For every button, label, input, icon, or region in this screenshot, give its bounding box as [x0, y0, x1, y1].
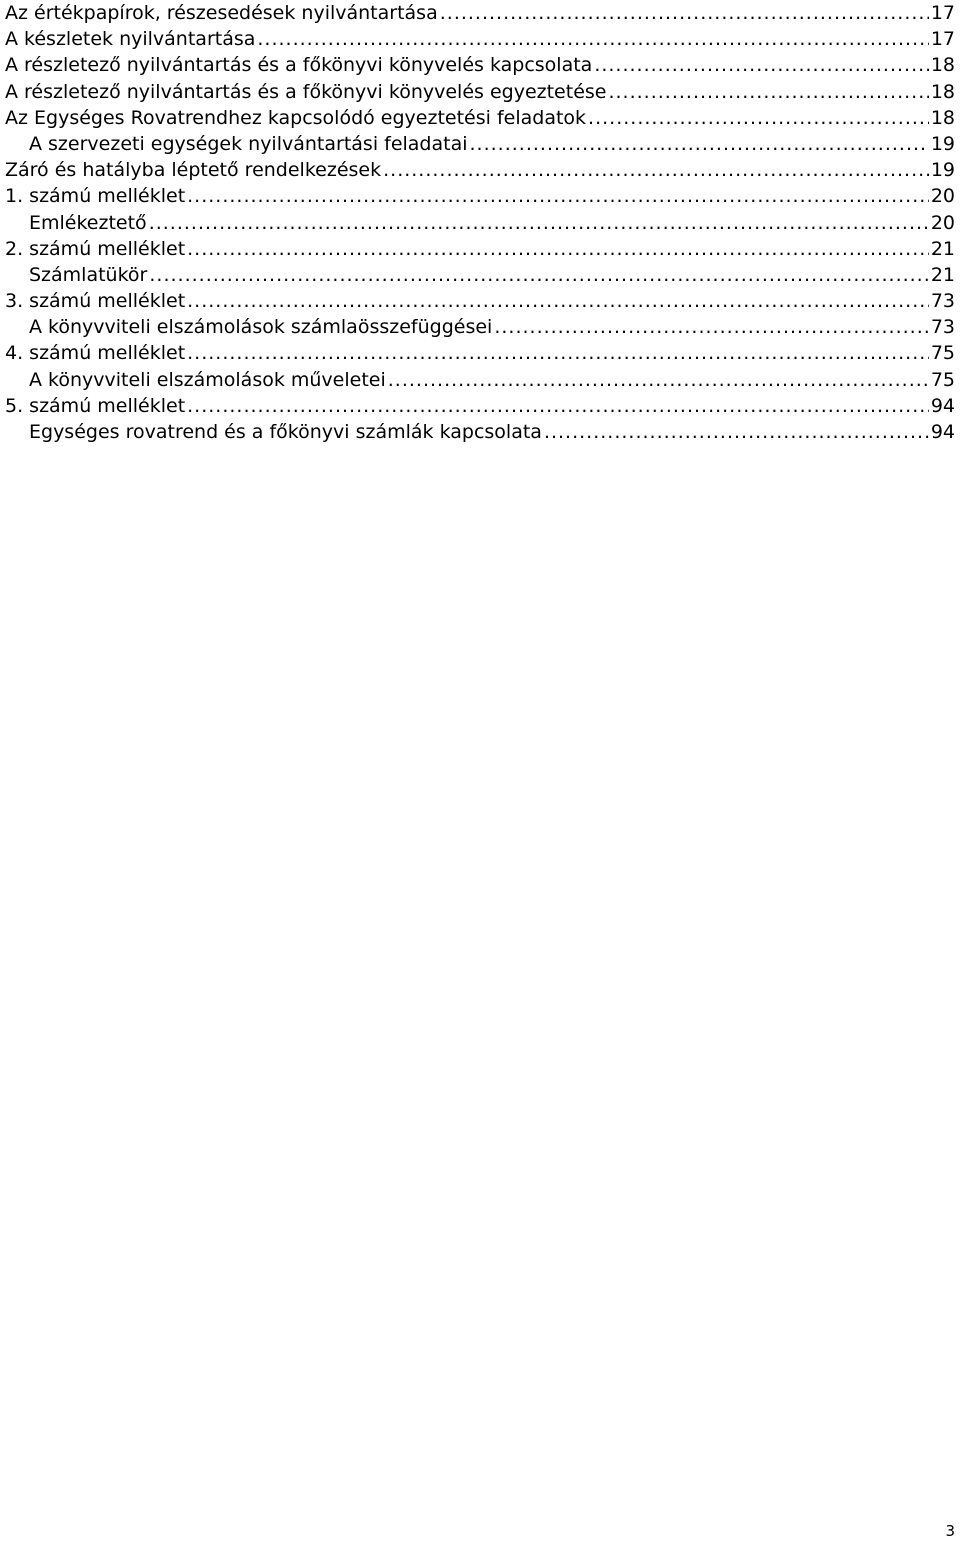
table-of-contents [5, 0, 955, 445]
toc-leader-dots [588, 105, 929, 131]
page-number: 3 [945, 1522, 955, 1540]
toc-entry[interactable] [5, 419, 955, 445]
toc-entry-page: 75 [930, 342, 955, 365]
toc-entry-page: 94 [930, 421, 955, 443]
toc-entry-page: 73 [930, 316, 955, 339]
toc-entry[interactable] [5, 131, 955, 157]
toc-entry-title: 2. számú melléklet [5, 237, 186, 260]
toc-entry-title: A készletek nyilvántartása [5, 28, 256, 51]
toc-entry-title: A részletező nyilvántartás és a főkönyvi könyvelés kapcsolata [5, 54, 593, 77]
toc-entry-page: 19 [930, 159, 955, 182]
toc-entry-title: 4. számú melléklet [5, 342, 186, 365]
toc-entry[interactable] [5, 314, 955, 340]
toc-entry-page: 20 [930, 185, 955, 208]
toc-entry[interactable] [5, 157, 955, 183]
toc-entry[interactable] [5, 236, 955, 262]
toc-entry-title: 5. számú melléklet [5, 394, 186, 417]
toc-entry-page: 18 [930, 54, 955, 77]
toc-entry[interactable] [5, 79, 955, 105]
toc-entry-page: 18 [930, 80, 955, 103]
toc-leader-dots [187, 393, 929, 419]
toc-leader-dots [470, 131, 929, 157]
toc-leader-dots [494, 314, 928, 340]
toc-leader-dots [388, 367, 929, 393]
toc-entry-page: 75 [930, 368, 955, 391]
toc-entry-title: A szervezeti egységek nyilvántartási feladatai [29, 132, 468, 155]
toc-entry-title: A részletező nyilvántartás és a főkönyvi könyvelés egyeztetése [5, 80, 607, 103]
toc-entry[interactable] [5, 262, 955, 288]
toc-entry-page: 21 [930, 263, 955, 286]
toc-leader-dots [594, 52, 929, 78]
toc-leader-dots [187, 340, 929, 366]
toc-leader-dots [187, 236, 929, 262]
toc-leader-dots [257, 26, 928, 52]
toc-entry-title: 1. számú melléklet [5, 185, 186, 208]
toc-leader-dots [149, 262, 928, 288]
toc-leader-dots [608, 79, 928, 105]
toc-entry-page: 17 [930, 28, 955, 51]
toc-leader-dots [187, 288, 929, 314]
toc-entry[interactable] [5, 52, 955, 78]
toc-entry[interactable] [5, 393, 955, 419]
toc-entry-page: 94 [930, 394, 955, 417]
toc-entry-title: A könyvviteli elszámolások számlaösszefüggései [29, 316, 493, 339]
toc-entry-title: 3. számú melléklet [5, 290, 186, 313]
toc-entry-page: 20 [930, 211, 955, 234]
toc-entry-page: 17 [930, 2, 955, 24]
toc-entry-title: Záró és hatályba léptető rendelkezések [5, 159, 382, 182]
toc-entry[interactable] [5, 26, 955, 52]
toc-leader-dots [149, 210, 929, 236]
toc-entry[interactable] [5, 288, 955, 314]
toc-entry[interactable] [5, 0, 955, 26]
toc-entry-title: Az értékpapírok, részesedések nyilvántartása [5, 2, 438, 24]
toc-leader-dots [544, 419, 929, 445]
toc-entry-page: 19 [930, 132, 955, 155]
toc-entry-title: Az Egységes Rovatrendhez kapcsolódó egyeztetési feladatok [5, 106, 587, 129]
toc-entry[interactable] [5, 183, 955, 209]
toc-entry-title: A könyvviteli elszámolások műveletei [29, 368, 386, 391]
toc-entry[interactable] [5, 105, 955, 131]
toc-entry[interactable] [5, 210, 955, 236]
toc-entry[interactable] [5, 340, 955, 366]
toc-leader-dots [187, 183, 929, 209]
toc-entry-page: 18 [930, 106, 955, 129]
toc-entry-title: Számlatükör [29, 263, 148, 286]
toc-entry-title: Emlékeztető [29, 211, 147, 234]
toc-entry[interactable] [5, 367, 955, 393]
toc-entry-page: 21 [930, 237, 955, 260]
toc-entry-page: 73 [930, 290, 955, 313]
toc-leader-dots [383, 157, 929, 183]
toc-entry-title: Egységes rovatrend és a főkönyvi számlák kapcsolata [29, 421, 542, 443]
toc-leader-dots [440, 0, 929, 26]
